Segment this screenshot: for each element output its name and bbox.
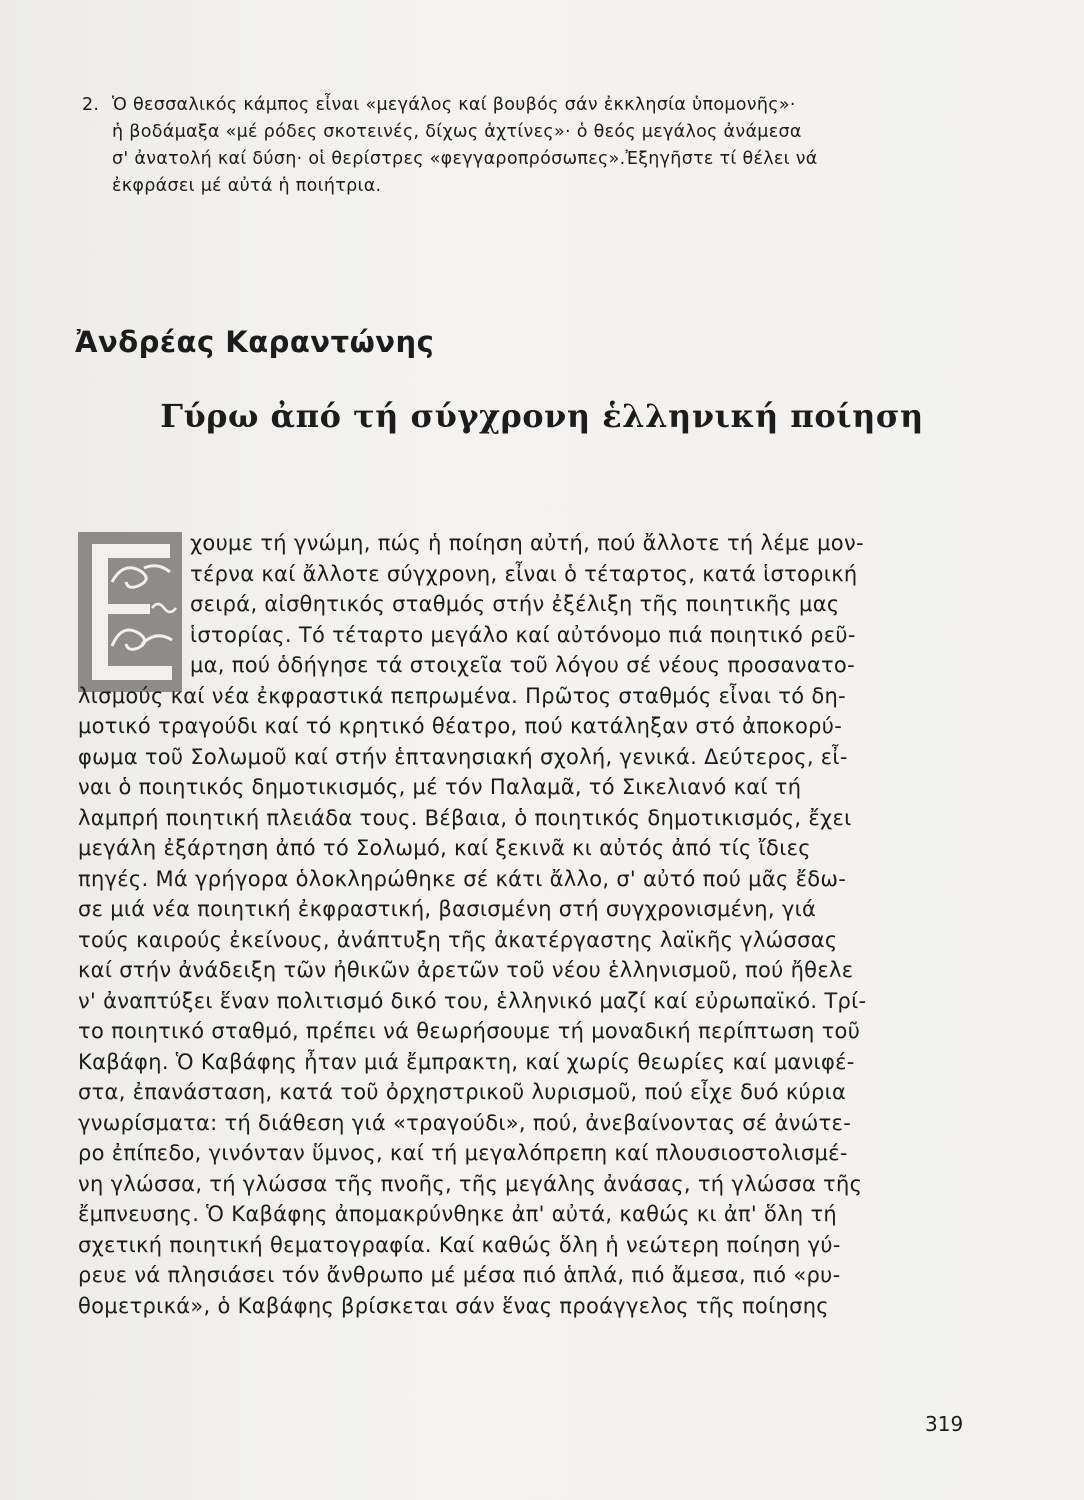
author-heading: Ἀνδρέας Καραντώνης xyxy=(75,325,435,359)
body-line: μοτικό τραγούδι καί τό κρητικό θέατρο, πού κατάληξαν στό ἀποκορύ- xyxy=(78,714,843,738)
body-line: ρο ἐπίπεδο, γινόνταν ὕμνος, καί τή μεγαλόπρεπη καί πλουσιοστολισμέ- xyxy=(78,1141,848,1165)
body-line: λαμπρή ποιητική πλειάδα τους. Βέβαια, ὁ ποιητικός δημοτικισμός, ἔχει xyxy=(78,805,852,830)
body-line: μεγάλη ἐξάρτηση ἀπό τό Σολωμό, καί ξεκινᾶ κι αὐτός ἀπό τίς ἴδιες xyxy=(78,836,811,860)
body-line: τούς καιρούς ἐκείνους, ἀνάπτυξη τῆς ἀκατέργαστης λαϊκῆς γλώσσας xyxy=(78,927,838,952)
body-line: λισμούς καί νέα ἐκφραστικά πεπρωμένα. Πρῶτος σταθμός εἶναι τό δη- xyxy=(78,683,846,708)
body-line: πηγές. Μά γρήγορα ὁλοκληρώθηκε σέ κάτι ἄλλο, σ' αὐτό πού μᾶς ἔδω- xyxy=(78,866,847,891)
question-line: ἐκφράσει μέ αὐτά ἡ ποιήτρια. xyxy=(112,176,382,196)
body-line: στα, ἐπανάσταση, κατά τοῦ ὀρχηστρικοῦ λυρισμοῦ, πού εἶχε δυό κύρια xyxy=(78,1080,847,1104)
body-line: μα, πού ὁδήγησε τά στοιχεῖα τοῦ λόγου σέ νέους προσανατο- xyxy=(190,653,855,677)
question-line: σ' ἀνατολή καί δύση· οἱ θερίστρες «φεγγαροπρόσωπες».Ἐξηγῆστε τί θέλει νά xyxy=(112,149,818,169)
body-line: ναι ὁ ποιητικός δημοτικισμός, μέ τόν Παλαμᾶ, τό Σικελιανό καί τή xyxy=(78,775,802,799)
body-line: τέρνα καί ἄλλοτε σύγχρονη, εἶναι ὁ τέταρτος, κατά ἱστορική xyxy=(190,561,858,586)
body-line: φωμα τοῦ Σολωμοῦ καί στήν ἑπτανησιακή σχολή, γενικά. Δεύτερος, εἶ- xyxy=(78,744,848,769)
body-line: ν' ἀναπτύξει ἕναν πολιτισμό δικό του, ἑλληνικό μαζί καί εὐρωπαϊκό. Τρί- xyxy=(78,988,867,1013)
article-body xyxy=(78,528,958,1321)
body-line: Καβάφη. Ὁ Καβάφης ἦταν μιά ἔμπρακτη, καί χωρίς θεωρίες καί μανιφέ- xyxy=(78,1049,855,1074)
body-line: χουμε τή γνώμη, πώς ἡ ποίηση αὐτή, πού ἄλλοτε τή λέμε μον- xyxy=(190,531,864,555)
question-number: 2. xyxy=(82,95,100,115)
body-line: νη γλώσσα, τή γλώσσα τῆς πνοῆς, τῆς μεγάλης ἀνάσας, τή γλώσσα τῆς xyxy=(78,1171,863,1196)
body-line: γνωρίσματα: τή διάθεση γιά «τραγούδι», πού, ἀνεβαίνοντας σέ ἀνώτε- xyxy=(78,1110,852,1135)
article-title: Γύρω ἀπό τή σύγχρονη ἑλληνική ποίηση xyxy=(160,397,924,435)
body-line: σχετική ποιητική θεματογραφία. Καί καθώς ὅλη ἡ νεώτερη ποίηση γύ- xyxy=(78,1232,841,1257)
body-line: ἱστορίας. Τό τέταρτο μεγάλο καί αὐτόνομο πιά ποιητικό ρεῦ- xyxy=(190,622,856,647)
body-line: σειρά, αἰσθητικός σταθμός στήν ἐξέλιξη τῆς ποιητικῆς μας xyxy=(190,592,840,616)
body-line: ἔμπνευσης. Ὁ Καβάφης ἀπομακρύνθηκε ἀπ' αὐτά, καθώς κι ἀπ' ὅλη τή xyxy=(78,1202,837,1226)
body-line: σε μιά νέα ποιητική ἐκφραστική, βασισμένη στή συγχρονισμένη, γιά xyxy=(78,897,817,921)
page-number: 319 xyxy=(925,1412,964,1436)
question-line: Ὁ θεσσαλικός κάμπος εἶναι «μεγάλος καί βουβός σάν ἐκκλησία ὑπομονῆς»· xyxy=(112,95,796,115)
body-line: θομετρικά», ὁ Καβάφης βρίσκεται σάν ἕνας προάγγελος τῆς ποίησης xyxy=(78,1293,829,1318)
body-line: το ποιητικό σταθμό, πρέπει νά θεωρήσουμε τή μοναδική περίπτωση τοῦ xyxy=(78,1019,861,1043)
body-line: καί στήν ἀνάδειξη τῶν ἠθικῶν ἀρετῶν τοῦ νέου ἑλληνισμοῦ, πού ἤθελε xyxy=(78,958,854,982)
body-line: ρευε νά πλησιάσει τόν ἄνθρωπο μέ μέσα πιό ἁπλά, πιό ἄμεσα, πιό «ρυ- xyxy=(78,1263,841,1287)
study-question xyxy=(82,92,972,200)
question-line: ἡ βοδάμαξα «μέ ρόδες σκοτεινές, δίχως ἀχτίνες»· ὁ θεός μεγάλος ἀνάμεσα xyxy=(112,122,802,142)
